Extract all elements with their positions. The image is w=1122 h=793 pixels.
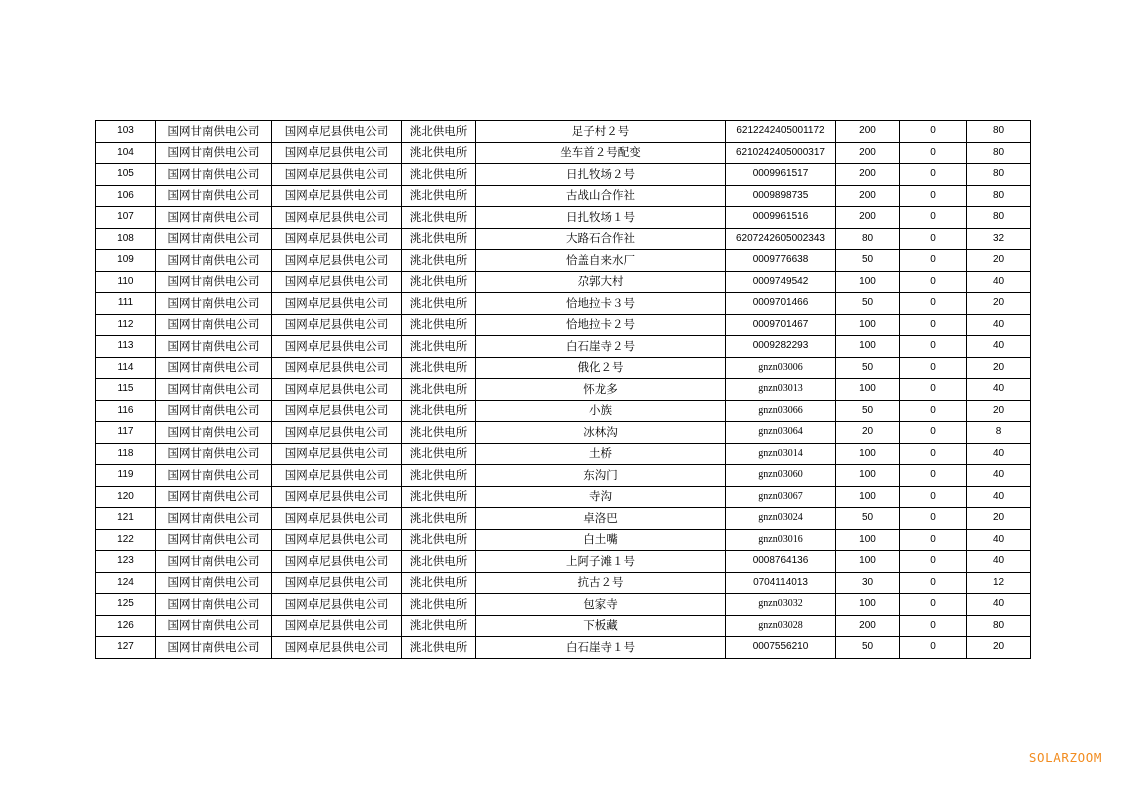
cell-meter-id: gnzn03032 [726, 594, 836, 616]
cell-value-result: 80 [967, 121, 1031, 143]
cell-province-company: 国网甘南供电公司 [156, 615, 272, 637]
cell-meter-id: 0009961517 [726, 164, 836, 186]
cell-row-number: 104 [96, 142, 156, 164]
cell-value-zero: 0 [900, 121, 967, 143]
cell-row-number: 123 [96, 551, 156, 573]
cell-value-result: 80 [967, 142, 1031, 164]
table-row [96, 486, 1031, 508]
cell-province-company: 国网甘南供电公司 [156, 336, 272, 358]
cell-station: 洮北供电所 [402, 314, 476, 336]
cell-value-zero: 0 [900, 572, 967, 594]
cell-value-result: 20 [967, 508, 1031, 530]
cell-province-company: 国网甘南供电公司 [156, 529, 272, 551]
cell-meter-id: 0009961516 [726, 207, 836, 229]
cell-county-company: 国网卓尼县供电公司 [272, 400, 402, 422]
cell-row-number: 112 [96, 314, 156, 336]
cell-county-company: 国网卓尼县供电公司 [272, 142, 402, 164]
cell-capacity: 200 [836, 142, 900, 164]
cell-county-company: 国网卓尼县供电公司 [272, 185, 402, 207]
cell-province-company: 国网甘南供电公司 [156, 121, 272, 143]
cell-meter-id: 6207242605002343 [726, 228, 836, 250]
cell-capacity: 100 [836, 465, 900, 487]
cell-row-number: 108 [96, 228, 156, 250]
cell-value-result: 40 [967, 486, 1031, 508]
cell-value-result: 80 [967, 164, 1031, 186]
cell-capacity: 100 [836, 443, 900, 465]
cell-transformer-name: 冰林沟 [476, 422, 726, 444]
cell-value-zero: 0 [900, 400, 967, 422]
cell-station: 洮北供电所 [402, 185, 476, 207]
cell-value-result: 40 [967, 336, 1031, 358]
cell-station: 洮北供电所 [402, 379, 476, 401]
cell-province-company: 国网甘南供电公司 [156, 164, 272, 186]
cell-meter-id: 0009898735 [726, 185, 836, 207]
cell-value-result: 8 [967, 422, 1031, 444]
cell-transformer-name: 包家寺 [476, 594, 726, 616]
cell-province-company: 国网甘南供电公司 [156, 293, 272, 315]
table-body [96, 121, 1031, 659]
cell-row-number: 107 [96, 207, 156, 229]
cell-county-company: 国网卓尼县供电公司 [272, 637, 402, 659]
cell-row-number: 116 [96, 400, 156, 422]
cell-value-zero: 0 [900, 228, 967, 250]
cell-station: 洮北供电所 [402, 293, 476, 315]
cell-province-company: 国网甘南供电公司 [156, 486, 272, 508]
cell-meter-id: 0009282293 [726, 336, 836, 358]
cell-value-result: 20 [967, 400, 1031, 422]
table-row [96, 185, 1031, 207]
cell-station: 洮北供电所 [402, 422, 476, 444]
cell-value-zero: 0 [900, 529, 967, 551]
cell-station: 洮北供电所 [402, 357, 476, 379]
cell-value-zero: 0 [900, 379, 967, 401]
cell-county-company: 国网卓尼县供电公司 [272, 508, 402, 530]
cell-row-number: 111 [96, 293, 156, 315]
cell-county-company: 国网卓尼县供电公司 [272, 465, 402, 487]
cell-meter-id: gnzn03066 [726, 400, 836, 422]
table-row [96, 357, 1031, 379]
cell-value-zero: 0 [900, 486, 967, 508]
cell-transformer-name: 足子村２号 [476, 121, 726, 143]
cell-province-company: 国网甘南供电公司 [156, 443, 272, 465]
cell-value-result: 20 [967, 250, 1031, 272]
cell-station: 洮北供电所 [402, 271, 476, 293]
cell-station: 洮北供电所 [402, 121, 476, 143]
cell-capacity: 50 [836, 250, 900, 272]
cell-row-number: 105 [96, 164, 156, 186]
cell-province-company: 国网甘南供电公司 [156, 572, 272, 594]
table-row [96, 443, 1031, 465]
table-row [96, 250, 1031, 272]
cell-value-result: 40 [967, 271, 1031, 293]
cell-province-company: 国网甘南供电公司 [156, 207, 272, 229]
table-row [96, 121, 1031, 143]
cell-station: 洮北供电所 [402, 207, 476, 229]
cell-transformer-name: 俄化２号 [476, 357, 726, 379]
cell-station: 洮北供电所 [402, 228, 476, 250]
cell-meter-id: gnzn03013 [726, 379, 836, 401]
cell-county-company: 国网卓尼县供电公司 [272, 572, 402, 594]
cell-capacity: 100 [836, 594, 900, 616]
cell-county-company: 国网卓尼县供电公司 [272, 486, 402, 508]
cell-value-zero: 0 [900, 314, 967, 336]
cell-value-zero: 0 [900, 637, 967, 659]
cell-row-number: 110 [96, 271, 156, 293]
cell-transformer-name: 白土嘴 [476, 529, 726, 551]
table-row [96, 207, 1031, 229]
cell-county-company: 国网卓尼县供电公司 [272, 121, 402, 143]
cell-value-result: 40 [967, 594, 1031, 616]
cell-county-company: 国网卓尼县供电公司 [272, 615, 402, 637]
cell-meter-id: 6210242405000317 [726, 142, 836, 164]
cell-value-result: 20 [967, 637, 1031, 659]
cell-value-result: 40 [967, 465, 1031, 487]
cell-transformer-name: 白石崖寺１号 [476, 637, 726, 659]
cell-transformer-name: 坐车首２号配变 [476, 142, 726, 164]
cell-county-company: 国网卓尼县供电公司 [272, 336, 402, 358]
cell-meter-id: 6212242405001172 [726, 121, 836, 143]
cell-county-company: 国网卓尼县供电公司 [272, 271, 402, 293]
cell-transformer-name: 小族 [476, 400, 726, 422]
cell-county-company: 国网卓尼县供电公司 [272, 551, 402, 573]
cell-value-zero: 0 [900, 465, 967, 487]
cell-county-company: 国网卓尼县供电公司 [272, 379, 402, 401]
cell-value-zero: 0 [900, 250, 967, 272]
cell-station: 洮北供电所 [402, 400, 476, 422]
cell-station: 洮北供电所 [402, 142, 476, 164]
cell-station: 洮北供电所 [402, 508, 476, 530]
cell-transformer-name: 恰地拉卡２号 [476, 314, 726, 336]
table-row [96, 551, 1031, 573]
cell-meter-id: 0007556210 [726, 637, 836, 659]
cell-transformer-name: 大路石合作社 [476, 228, 726, 250]
cell-value-result: 80 [967, 185, 1031, 207]
table-row [96, 594, 1031, 616]
table-row [96, 572, 1031, 594]
cell-meter-id: gnzn03028 [726, 615, 836, 637]
cell-county-company: 国网卓尼县供电公司 [272, 293, 402, 315]
cell-value-zero: 0 [900, 164, 967, 186]
cell-transformer-name: 下板藏 [476, 615, 726, 637]
cell-value-zero: 0 [900, 271, 967, 293]
cell-transformer-name: 东沟门 [476, 465, 726, 487]
cell-capacity: 200 [836, 185, 900, 207]
cell-row-number: 114 [96, 357, 156, 379]
cell-transformer-name: 抗古２号 [476, 572, 726, 594]
cell-row-number: 109 [96, 250, 156, 272]
cell-row-number: 118 [96, 443, 156, 465]
table-row [96, 293, 1031, 315]
cell-station: 洮北供电所 [402, 164, 476, 186]
cell-row-number: 103 [96, 121, 156, 143]
cell-province-company: 国网甘南供电公司 [156, 271, 272, 293]
cell-province-company: 国网甘南供电公司 [156, 637, 272, 659]
cell-row-number: 127 [96, 637, 156, 659]
cell-station: 洮北供电所 [402, 551, 476, 573]
cell-transformer-name: 古战山合作社 [476, 185, 726, 207]
cell-value-zero: 0 [900, 508, 967, 530]
cell-province-company: 国网甘南供电公司 [156, 250, 272, 272]
table-row [96, 379, 1031, 401]
cell-county-company: 国网卓尼县供电公司 [272, 207, 402, 229]
table-row [96, 271, 1031, 293]
cell-meter-id: gnzn03064 [726, 422, 836, 444]
cell-meter-id: 0704114013 [726, 572, 836, 594]
table-row [96, 336, 1031, 358]
cell-value-zero: 0 [900, 357, 967, 379]
cell-capacity: 100 [836, 529, 900, 551]
cell-transformer-name: 白石崖寺２号 [476, 336, 726, 358]
cell-row-number: 106 [96, 185, 156, 207]
cell-transformer-name: 恰地拉卡３号 [476, 293, 726, 315]
cell-capacity: 200 [836, 164, 900, 186]
cell-row-number: 121 [96, 508, 156, 530]
cell-county-company: 国网卓尼县供电公司 [272, 357, 402, 379]
cell-transformer-name: 土桥 [476, 443, 726, 465]
cell-station: 洮北供电所 [402, 465, 476, 487]
cell-transformer-name: 怀龙多 [476, 379, 726, 401]
cell-province-company: 国网甘南供电公司 [156, 465, 272, 487]
cell-value-result: 80 [967, 207, 1031, 229]
cell-meter-id: 0009701466 [726, 293, 836, 315]
cell-value-result: 40 [967, 379, 1031, 401]
solarzoom-watermark: SOLARZOOM [1028, 750, 1102, 765]
cell-capacity: 50 [836, 637, 900, 659]
cell-province-company: 国网甘南供电公司 [156, 357, 272, 379]
cell-value-zero: 0 [900, 207, 967, 229]
cell-transformer-name: 日扎牧场２号 [476, 164, 726, 186]
cell-province-company: 国网甘南供电公司 [156, 228, 272, 250]
cell-row-number: 122 [96, 529, 156, 551]
cell-value-result: 80 [967, 615, 1031, 637]
cell-row-number: 124 [96, 572, 156, 594]
table-row [96, 508, 1031, 530]
cell-value-result: 20 [967, 357, 1031, 379]
cell-capacity: 50 [836, 357, 900, 379]
cell-capacity: 30 [836, 572, 900, 594]
cell-row-number: 125 [96, 594, 156, 616]
table-row [96, 529, 1031, 551]
cell-value-result: 12 [967, 572, 1031, 594]
cell-county-company: 国网卓尼县供电公司 [272, 422, 402, 444]
cell-row-number: 117 [96, 422, 156, 444]
cell-capacity: 100 [836, 551, 900, 573]
cell-value-result: 32 [967, 228, 1031, 250]
cell-meter-id: gnzn03006 [726, 357, 836, 379]
cell-value-zero: 0 [900, 336, 967, 358]
table-row [96, 228, 1031, 250]
table-row [96, 314, 1031, 336]
cell-province-company: 国网甘南供电公司 [156, 594, 272, 616]
cell-province-company: 国网甘南供电公司 [156, 422, 272, 444]
cell-county-company: 国网卓尼县供电公司 [272, 529, 402, 551]
cell-value-zero: 0 [900, 551, 967, 573]
cell-capacity: 100 [836, 314, 900, 336]
cell-station: 洮北供电所 [402, 594, 476, 616]
cell-province-company: 国网甘南供电公司 [156, 400, 272, 422]
cell-station: 洮北供电所 [402, 486, 476, 508]
cell-meter-id: 0009776638 [726, 250, 836, 272]
cell-capacity: 50 [836, 400, 900, 422]
cell-value-result: 20 [967, 293, 1031, 315]
cell-meter-id: gnzn03060 [726, 465, 836, 487]
cell-value-zero: 0 [900, 422, 967, 444]
cell-row-number: 115 [96, 379, 156, 401]
cell-county-company: 国网卓尼县供电公司 [272, 164, 402, 186]
cell-value-zero: 0 [900, 594, 967, 616]
cell-station: 洮北供电所 [402, 443, 476, 465]
cell-meter-id: 0008764136 [726, 551, 836, 573]
cell-capacity: 200 [836, 207, 900, 229]
cell-capacity: 100 [836, 379, 900, 401]
cell-transformer-name: 卓洛巴 [476, 508, 726, 530]
cell-capacity: 50 [836, 508, 900, 530]
cell-province-company: 国网甘南供电公司 [156, 314, 272, 336]
cell-value-result: 40 [967, 529, 1031, 551]
table-row [96, 400, 1031, 422]
cell-meter-id: gnzn03024 [726, 508, 836, 530]
cell-value-zero: 0 [900, 615, 967, 637]
cell-station: 洮北供电所 [402, 637, 476, 659]
cell-row-number: 126 [96, 615, 156, 637]
cell-province-company: 国网甘南供电公司 [156, 551, 272, 573]
cell-value-zero: 0 [900, 443, 967, 465]
table-row [96, 615, 1031, 637]
data-table [95, 120, 1031, 659]
cell-province-company: 国网甘南供电公司 [156, 508, 272, 530]
cell-transformer-name: 尕郭大村 [476, 271, 726, 293]
table-row [96, 637, 1031, 659]
cell-value-zero: 0 [900, 142, 967, 164]
cell-row-number: 113 [96, 336, 156, 358]
cell-county-company: 国网卓尼县供电公司 [272, 594, 402, 616]
table-row [96, 164, 1031, 186]
cell-transformer-name: 恰盖自来水厂 [476, 250, 726, 272]
cell-capacity: 100 [836, 336, 900, 358]
cell-capacity: 200 [836, 121, 900, 143]
cell-station: 洮北供电所 [402, 572, 476, 594]
cell-province-company: 国网甘南供电公司 [156, 185, 272, 207]
cell-county-company: 国网卓尼县供电公司 [272, 443, 402, 465]
cell-capacity: 20 [836, 422, 900, 444]
cell-capacity: 200 [836, 615, 900, 637]
cell-meter-id: 0009749542 [726, 271, 836, 293]
table-row [96, 465, 1031, 487]
table-row [96, 142, 1031, 164]
cell-meter-id: gnzn03067 [726, 486, 836, 508]
cell-value-result: 40 [967, 314, 1031, 336]
cell-value-zero: 0 [900, 293, 967, 315]
cell-row-number: 120 [96, 486, 156, 508]
cell-station: 洮北供电所 [402, 529, 476, 551]
cell-value-result: 40 [967, 551, 1031, 573]
cell-value-result: 40 [967, 443, 1031, 465]
cell-county-company: 国网卓尼县供电公司 [272, 314, 402, 336]
cell-meter-id: gnzn03014 [726, 443, 836, 465]
cell-transformer-name: 日扎牧场１号 [476, 207, 726, 229]
table-row [96, 422, 1031, 444]
cell-transformer-name: 上阿子滩１号 [476, 551, 726, 573]
cell-province-company: 国网甘南供电公司 [156, 379, 272, 401]
cell-capacity: 80 [836, 228, 900, 250]
cell-meter-id: 0009701467 [726, 314, 836, 336]
cell-county-company: 国网卓尼县供电公司 [272, 228, 402, 250]
cell-meter-id: gnzn03016 [726, 529, 836, 551]
cell-value-zero: 0 [900, 185, 967, 207]
cell-capacity: 100 [836, 271, 900, 293]
cell-row-number: 119 [96, 465, 156, 487]
cell-province-company: 国网甘南供电公司 [156, 142, 272, 164]
cell-station: 洮北供电所 [402, 615, 476, 637]
cell-capacity: 50 [836, 293, 900, 315]
cell-station: 洮北供电所 [402, 336, 476, 358]
cell-station: 洮北供电所 [402, 250, 476, 272]
cell-county-company: 国网卓尼县供电公司 [272, 250, 402, 272]
cell-transformer-name: 寺沟 [476, 486, 726, 508]
cell-capacity: 100 [836, 486, 900, 508]
